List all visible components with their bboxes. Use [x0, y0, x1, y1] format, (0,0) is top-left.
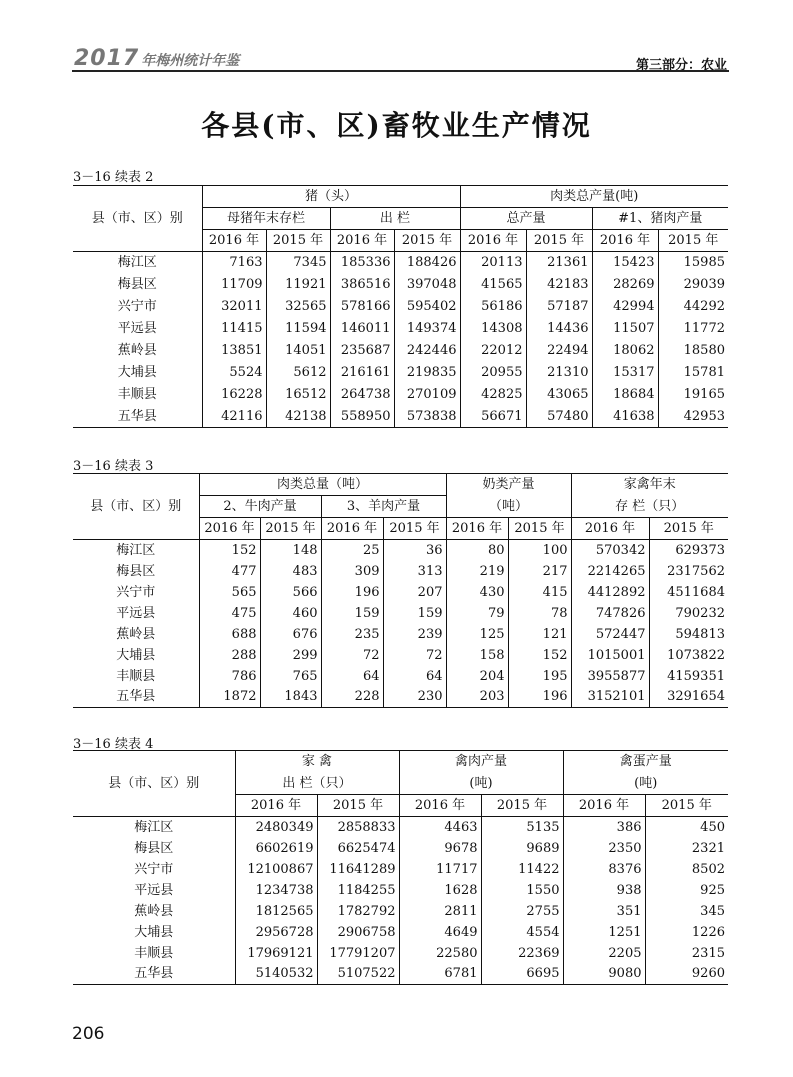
table-cell: 28269: [592, 274, 658, 296]
region-name: 梅县区: [116, 563, 156, 579]
table-cell: 460: [260, 603, 321, 624]
sub-header: 出 栏（只）: [235, 773, 399, 795]
table-cell: 9260: [645, 964, 728, 985]
table-cell: 790232: [649, 603, 728, 624]
table-row: [73, 687, 728, 708]
table-cell: 8502: [645, 859, 728, 880]
table-cell: 216161: [330, 362, 394, 384]
header-section: 第三部分：农业: [635, 58, 727, 73]
table-cell: 4463: [399, 817, 481, 838]
table-cell: 397048: [394, 274, 460, 296]
table-cell: 594813: [649, 624, 728, 645]
table-cell: 2480349: [235, 817, 317, 838]
region-name: 平远县: [117, 321, 157, 336]
group-header: 猪（头）: [202, 186, 460, 208]
table-cell: 21361: [526, 252, 592, 274]
region-name: 梅县区: [117, 277, 157, 292]
table-cell: 125: [446, 624, 508, 645]
table-cell: 1184255: [317, 880, 399, 901]
year-header: 2015 年: [645, 795, 728, 817]
table-cell: 573838: [394, 406, 460, 428]
table-cell: 264738: [330, 384, 394, 406]
table-cell: 1251: [563, 922, 645, 943]
table-cell: 217: [508, 561, 571, 582]
table-cell: 195: [508, 666, 571, 687]
table-cell: 11422: [481, 859, 563, 880]
table-cell: 6695: [481, 964, 563, 985]
year-header: 2016 年: [571, 518, 649, 540]
table-cell: 17969121: [235, 943, 317, 964]
year-header: 2015 年: [260, 518, 321, 540]
sub-header: 总产量: [460, 208, 592, 230]
table-row: [73, 817, 728, 838]
region-name: 五华县: [73, 687, 199, 708]
region-name: 梅江区: [117, 255, 157, 271]
table-cell: 11594: [266, 318, 330, 340]
table-cell: 566: [260, 582, 321, 603]
region-name: 梅江区: [134, 819, 174, 835]
table-cell: 747826: [571, 603, 649, 624]
table-cell: 1872: [199, 687, 260, 708]
table-cell: 299: [260, 645, 321, 666]
table-cell: 1226: [645, 922, 728, 943]
table-cell: 152: [199, 540, 260, 561]
table-cell: 20955: [460, 362, 526, 384]
table-cell: 41565: [460, 274, 526, 296]
group-header: 肉类总产量(吨): [460, 186, 728, 208]
table-cell: 11772: [658, 318, 728, 340]
table-cell: 565: [199, 582, 260, 603]
group-header: 家 禽: [235, 751, 399, 773]
table-cell: 386516: [330, 274, 394, 296]
table-cell: 2956728: [235, 922, 317, 943]
region-name: 蕉岭县: [116, 626, 156, 642]
table-cell: 242446: [394, 340, 460, 362]
table-cell: 44292: [658, 296, 728, 318]
region-name: 平远县: [134, 882, 174, 898]
table-row: [73, 943, 728, 964]
table-cell: 1782792: [317, 901, 399, 922]
table-cell: 3955877: [571, 666, 649, 687]
table-cell: 42116: [202, 406, 266, 428]
table-cell: 79: [446, 603, 508, 624]
table-cell: 207: [383, 582, 446, 603]
table-cell: 56186: [460, 296, 526, 318]
year-header: 2015 年: [526, 230, 592, 252]
group-header: 家禽年末: [571, 474, 728, 496]
table-cell: 1628: [399, 880, 481, 901]
table-cell: 938: [563, 880, 645, 901]
sub-header: 母猪年末存栏: [202, 208, 330, 230]
table-cell: 5140532: [235, 964, 317, 985]
group-header: 肉类总量（吨）: [199, 474, 446, 496]
table-cell: 42994: [592, 296, 658, 318]
table-cell: 16512: [266, 384, 330, 406]
region-header: 县（市、区）别: [73, 474, 199, 540]
table-cell: 188426: [394, 252, 460, 274]
table-cell: 5612: [266, 362, 330, 384]
year-header: 2015 年: [649, 518, 728, 540]
table-cell: 2317562: [649, 561, 728, 582]
year-header: 2015 年: [394, 230, 460, 252]
table-cell: 11921: [266, 274, 330, 296]
table-cell: 1550: [481, 880, 563, 901]
sub-header: (吨): [563, 773, 728, 795]
region-name: 五华县: [73, 964, 235, 985]
table-cell: 1843: [260, 687, 321, 708]
table-cell: 1073822: [649, 645, 728, 666]
table-cell: 20113: [460, 252, 526, 274]
table-row: [73, 384, 728, 406]
table-cell: 72: [321, 645, 383, 666]
table-cell: 204: [446, 666, 508, 687]
table-cell: 121: [508, 624, 571, 645]
table-cell: 72: [383, 645, 446, 666]
table-cell: 11709: [202, 274, 266, 296]
table-cell: 11717: [399, 859, 481, 880]
header-rule: [72, 70, 729, 72]
year-header: 2015 年: [508, 518, 571, 540]
table-cell: 32011: [202, 296, 266, 318]
table-cell: 2755: [481, 901, 563, 922]
year-header: 2016 年: [202, 230, 266, 252]
region-name: 梅县区: [134, 840, 174, 856]
table-row: [73, 582, 728, 603]
table-cell: 7345: [266, 252, 330, 274]
table-cell: 228: [321, 687, 383, 708]
table-cell: 219835: [394, 362, 460, 384]
table-row: [73, 252, 728, 274]
table-row: [73, 624, 728, 645]
table-row: [73, 318, 728, 340]
table-cell: 345: [645, 901, 728, 922]
year-header: 2016 年: [321, 518, 383, 540]
group-header: 奶类产量: [446, 474, 571, 496]
sub-header: 2、牛肉产量: [199, 496, 321, 518]
table-cell: 15781: [658, 362, 728, 384]
table-cell: 152: [508, 645, 571, 666]
table-cell: 288: [199, 645, 260, 666]
table-cell: 270109: [394, 384, 460, 406]
table-cell: 15985: [658, 252, 728, 274]
table-row: [73, 340, 728, 362]
table-cell: 5524: [202, 362, 266, 384]
table-cell: 450: [645, 817, 728, 838]
year-header: 2015 年: [266, 230, 330, 252]
table-cell: 2315: [645, 943, 728, 964]
year-header: 2016 年: [399, 795, 481, 817]
table-row: [73, 561, 728, 582]
table-cell: 9689: [481, 838, 563, 859]
table-cell: 18580: [658, 340, 728, 362]
table-cell: 148: [260, 540, 321, 561]
table-cell: 4159351: [649, 666, 728, 687]
table-cell: 159: [321, 603, 383, 624]
table-cell: 9678: [399, 838, 481, 859]
table-cell: 196: [508, 687, 571, 708]
table-cell: 64: [383, 666, 446, 687]
region-name: 丰顺县: [134, 945, 174, 961]
table-cell: 4412892: [571, 582, 649, 603]
table-cell: 22012: [460, 340, 526, 362]
table-row: [73, 296, 728, 318]
table-cell: 629373: [649, 540, 728, 561]
table-cell: 4554: [481, 922, 563, 943]
table-cell: 925: [645, 880, 728, 901]
table-cell: 146011: [330, 318, 394, 340]
year-header: 2015 年: [658, 230, 728, 252]
table-row: [73, 964, 728, 985]
table-cell: 2811: [399, 901, 481, 922]
year-header: 2016 年: [592, 230, 658, 252]
table-cell: 18684: [592, 384, 658, 406]
table-row: [73, 859, 728, 880]
table-cell: 43065: [526, 384, 592, 406]
year-header: 2015 年: [317, 795, 399, 817]
table-cell: 41638: [592, 406, 658, 428]
table-cell: 149374: [394, 318, 460, 340]
sub-header: 3、羊肉产量: [321, 496, 446, 518]
year-header: 2016 年: [460, 230, 526, 252]
region-name: 蕉岭县: [117, 343, 157, 358]
sub-header: 出 栏: [330, 208, 460, 230]
table-cell: 570342: [571, 540, 649, 561]
year-header: 2016 年: [330, 230, 394, 252]
table-cell: 572447: [571, 624, 649, 645]
table-cell: 2906758: [317, 922, 399, 943]
sub-header: 存 栏（只）: [571, 496, 728, 518]
table-cell: 386: [563, 817, 645, 838]
table-cell: 235: [321, 624, 383, 645]
table-cell: 15423: [592, 252, 658, 274]
table-row: [73, 603, 728, 624]
table-row: [73, 666, 728, 687]
region-header: 县（市、区）别: [73, 751, 235, 817]
table-cell: 2214265: [571, 561, 649, 582]
table-cell: 11415: [202, 318, 266, 340]
table-cell: 688: [199, 624, 260, 645]
table-cell: 230: [383, 687, 446, 708]
table-cell: 21310: [526, 362, 592, 384]
table-cell: 14436: [526, 318, 592, 340]
table-cell: 64: [321, 666, 383, 687]
table-cell: 13851: [202, 340, 266, 362]
table-cell: 5135: [481, 817, 563, 838]
table-cell: 8376: [563, 859, 645, 880]
table-cell: 14308: [460, 318, 526, 340]
table-cell: 483: [260, 561, 321, 582]
table4: [73, 750, 728, 985]
page-header: [72, 44, 729, 74]
year-header: 2015 年: [481, 795, 563, 817]
table-cell: 6602619: [235, 838, 317, 859]
table-cell: 6625474: [317, 838, 399, 859]
table-cell: 786: [199, 666, 260, 687]
table-cell: 57480: [526, 406, 592, 428]
region-name: 丰顺县: [117, 387, 157, 402]
table-cell: 22494: [526, 340, 592, 362]
year-header: 2016 年: [446, 518, 508, 540]
table-cell: 158: [446, 645, 508, 666]
group-header: 禽蛋产量: [563, 751, 728, 773]
table-cell: 14051: [266, 340, 330, 362]
table-row: [73, 838, 728, 859]
table-cell: 12100867: [235, 859, 317, 880]
table-cell: 5107522: [317, 964, 399, 985]
page-title: 各县(市、区)畜牧业生产情况: [201, 109, 592, 142]
table-cell: 219: [446, 561, 508, 582]
table-row: [73, 406, 728, 428]
year-header: 2016 年: [235, 795, 317, 817]
table-cell: 36: [383, 540, 446, 561]
year-header: 2015 年: [383, 518, 446, 540]
region-name: 大埔县: [134, 924, 174, 940]
table4-caption: 3－16 续表 4: [73, 737, 154, 752]
table-cell: 558950: [330, 406, 394, 428]
table-cell: 42183: [526, 274, 592, 296]
table-cell: 22369: [481, 943, 563, 964]
table-cell: 430: [446, 582, 508, 603]
table2-caption: 3－16 续表 2: [73, 170, 154, 185]
table-cell: 42138: [266, 406, 330, 428]
table-cell: 78: [508, 603, 571, 624]
region-name: 丰顺县: [116, 668, 156, 684]
table-row: [73, 540, 728, 561]
table-cell: 22580: [399, 943, 481, 964]
group-header: 禽肉产量: [399, 751, 563, 773]
table-cell: 6781: [399, 964, 481, 985]
table-cell: 309: [321, 561, 383, 582]
table-cell: 2205: [563, 943, 645, 964]
year-header: 2016 年: [199, 518, 260, 540]
table-cell: 765: [260, 666, 321, 687]
header-book-title: 年梅州统计年鉴: [141, 53, 240, 69]
table-cell: 9080: [563, 964, 645, 985]
header-year: 2017: [74, 46, 140, 71]
sub-header: （吨）: [446, 496, 571, 518]
table-row: [73, 922, 728, 943]
table2: [73, 185, 728, 428]
region-name: 梅江区: [116, 542, 156, 558]
table-cell: 16228: [202, 384, 266, 406]
table-cell: 11641289: [317, 859, 399, 880]
table-cell: 2350: [563, 838, 645, 859]
table-cell: 17791207: [317, 943, 399, 964]
table-cell: 415: [508, 582, 571, 603]
table-row: [73, 274, 728, 296]
table-cell: 1015001: [571, 645, 649, 666]
table-cell: 57187: [526, 296, 592, 318]
region-header: 县（市、区）别: [73, 186, 202, 252]
table3: [73, 473, 728, 708]
sub-header: (吨): [399, 773, 563, 795]
table-cell: 239: [383, 624, 446, 645]
table-cell: 159: [383, 603, 446, 624]
table-row: [73, 645, 728, 666]
table-cell: 7163: [202, 252, 266, 274]
region-name: 兴宁市: [116, 584, 156, 600]
table-cell: 15317: [592, 362, 658, 384]
yearbook-logo: [74, 46, 239, 71]
region-name: 大埔县: [116, 647, 156, 663]
table-cell: 2858833: [317, 817, 399, 838]
table-cell: 595402: [394, 296, 460, 318]
region-name: 兴宁市: [117, 299, 157, 314]
table-cell: 18062: [592, 340, 658, 362]
region-name: 蕉岭县: [134, 903, 174, 919]
table-cell: 29039: [658, 274, 728, 296]
table-cell: 32565: [266, 296, 330, 318]
table-cell: 235687: [330, 340, 394, 362]
table-row: [73, 901, 728, 922]
table-row: [73, 362, 728, 384]
table-cell: 1812565: [235, 901, 317, 922]
table-cell: 42953: [658, 406, 728, 428]
table-cell: 80: [446, 540, 508, 561]
table-cell: 25: [321, 540, 383, 561]
table-cell: 676: [260, 624, 321, 645]
region-name: 五华县: [73, 406, 202, 428]
region-name: 兴宁市: [134, 861, 174, 877]
table-cell: 2321: [645, 838, 728, 859]
table-cell: 19165: [658, 384, 728, 406]
year-header: 2016 年: [563, 795, 645, 817]
table-cell: 185336: [330, 252, 394, 274]
table-cell: 578166: [330, 296, 394, 318]
table3-caption: 3－16 续表 3: [73, 459, 154, 474]
table-cell: 4511684: [649, 582, 728, 603]
table-cell: 56671: [460, 406, 526, 428]
sub-header: #1、猪肉产量: [592, 208, 728, 230]
table-cell: 196: [321, 582, 383, 603]
table-cell: 1234738: [235, 880, 317, 901]
table-cell: 100: [508, 540, 571, 561]
region-name: 平远县: [116, 605, 156, 621]
table-cell: 477: [199, 561, 260, 582]
region-name: 大埔县: [117, 365, 157, 380]
table-cell: 11507: [592, 318, 658, 340]
table-cell: 42825: [460, 384, 526, 406]
table-cell: 4649: [399, 922, 481, 943]
table-cell: 203: [446, 687, 508, 708]
table-row: [73, 880, 728, 901]
page-number: 206: [72, 1024, 105, 1044]
table-cell: 3152101: [571, 687, 649, 708]
table-cell: 475: [199, 603, 260, 624]
table-cell: 3291654: [649, 687, 728, 708]
table-cell: 313: [383, 561, 446, 582]
table-cell: 351: [563, 901, 645, 922]
